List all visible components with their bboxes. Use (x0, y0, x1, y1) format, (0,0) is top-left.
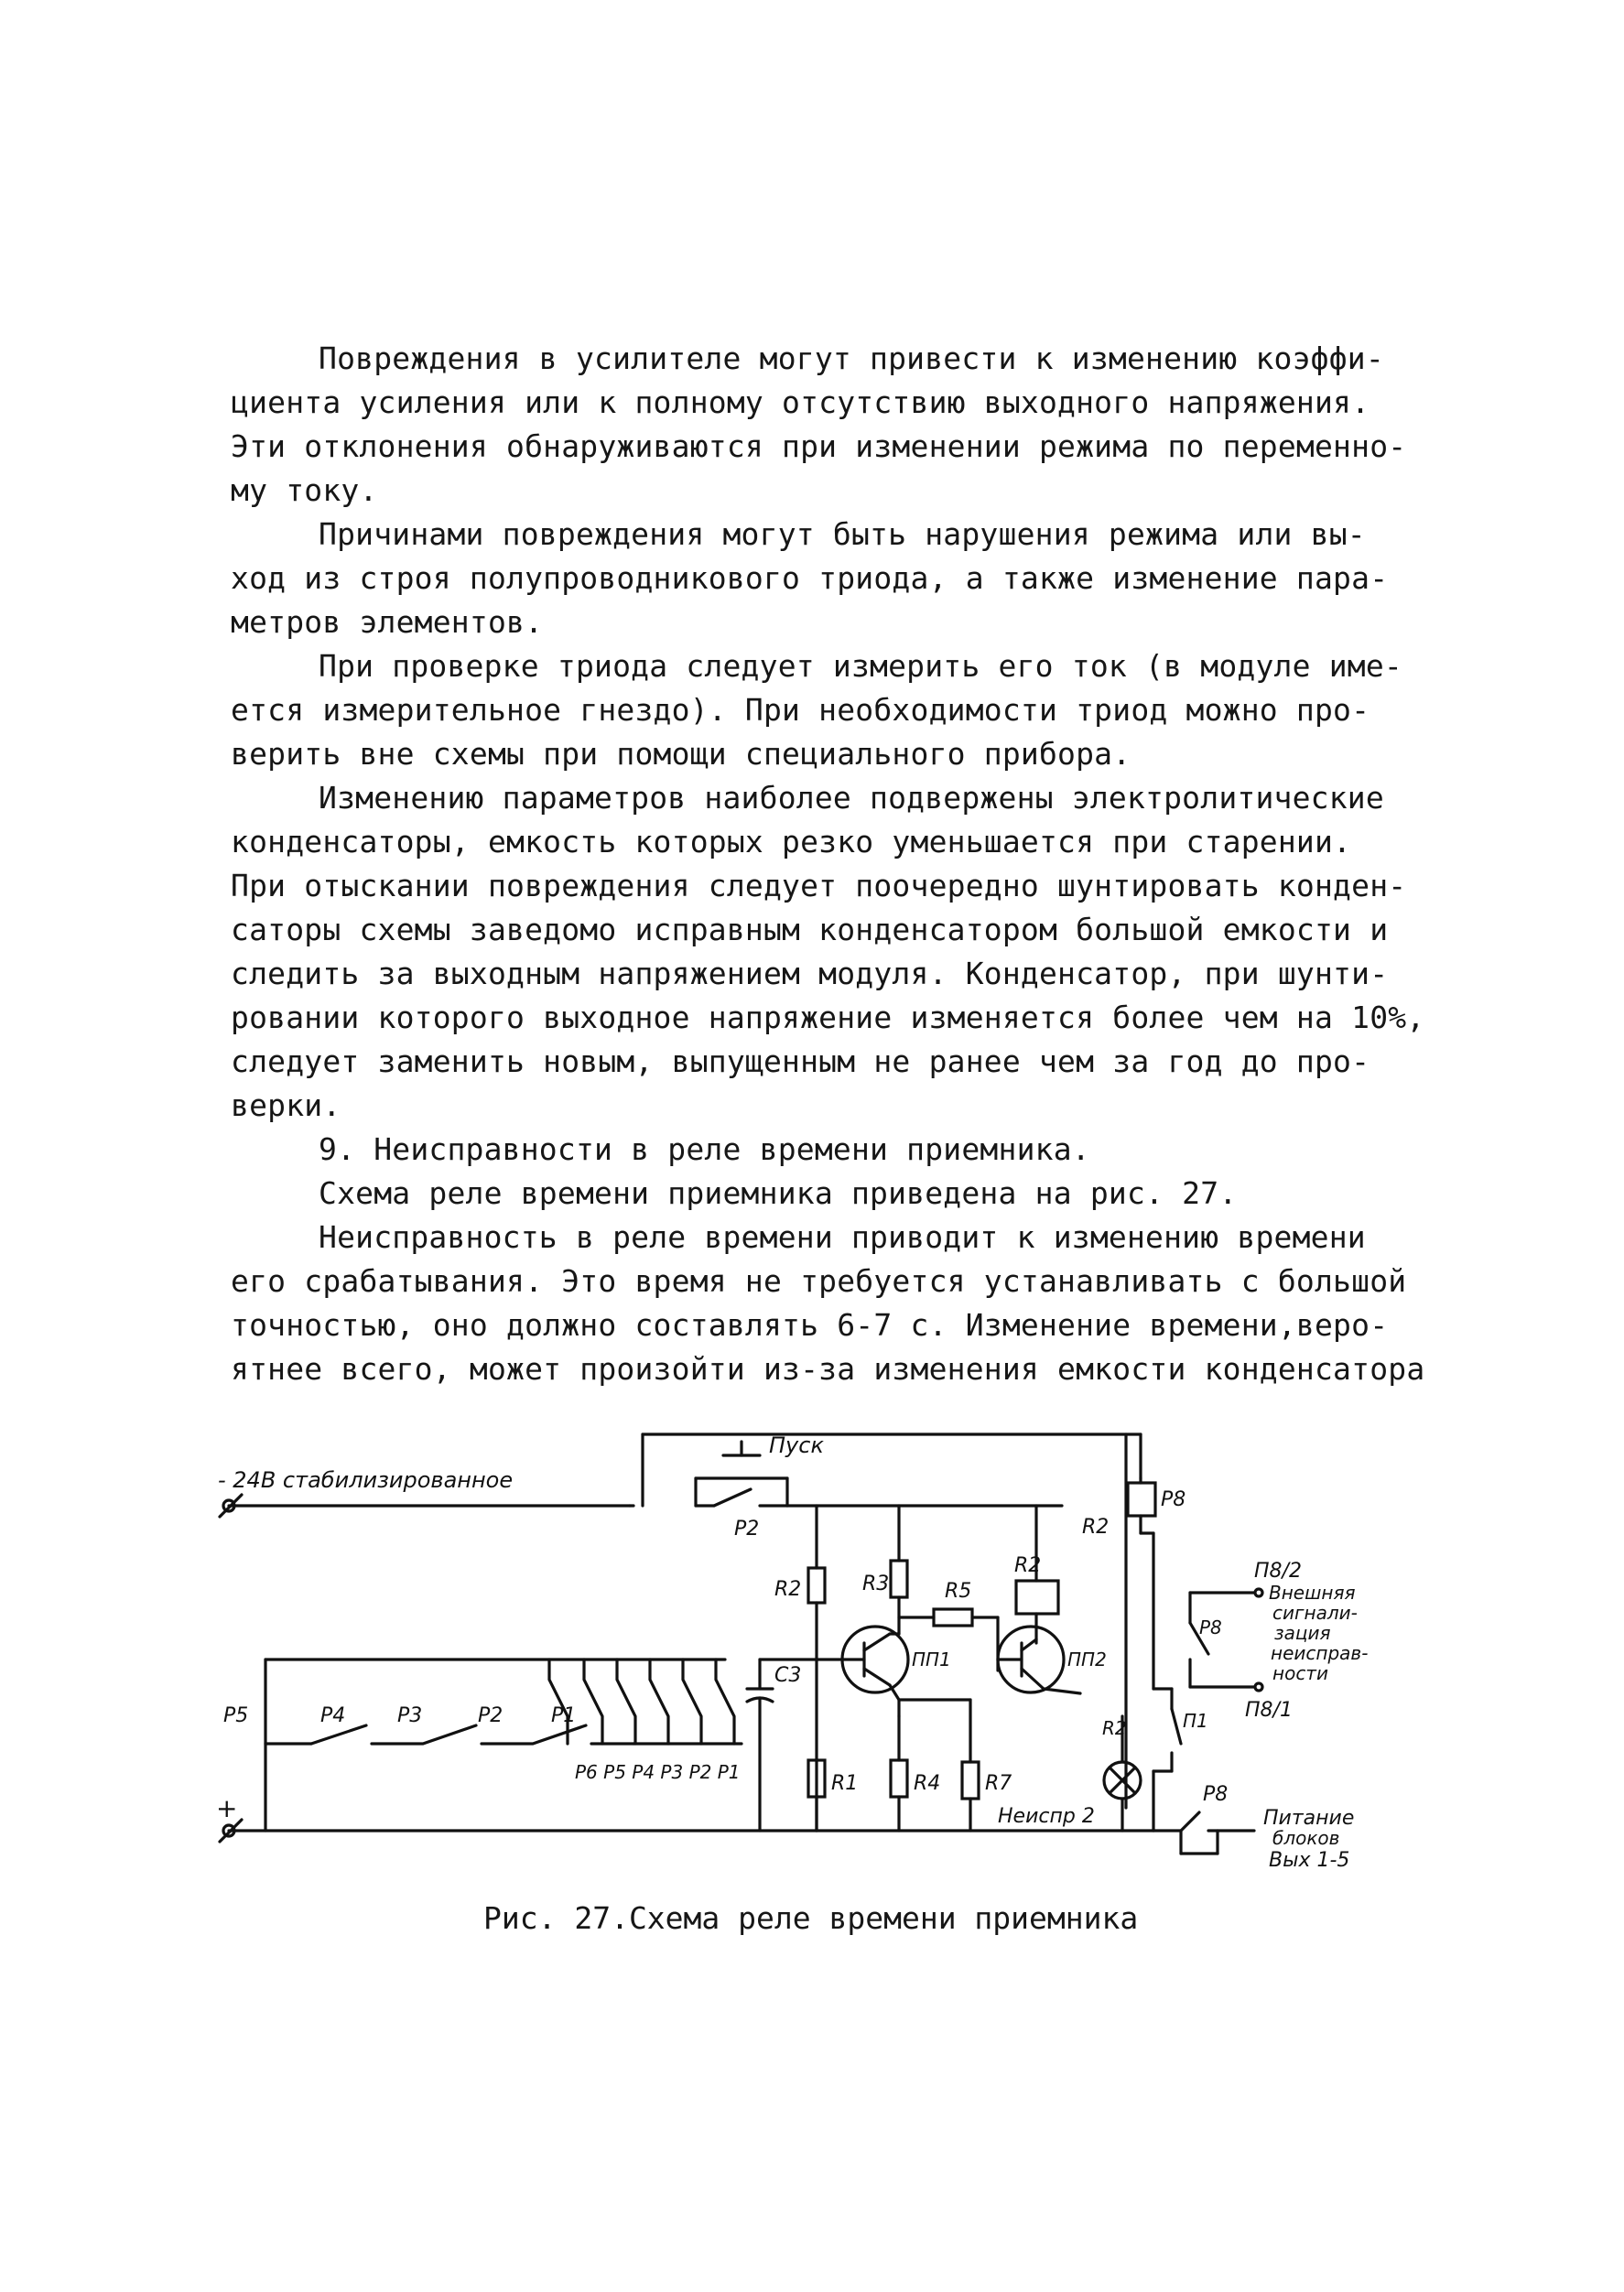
body-line: верить вне схемы при помощи специального прибора. (231, 736, 1131, 772)
neispr-label: Неиспр 2 (998, 1805, 1095, 1828)
body-line: Неисправность в реле времени приводит к изменению времени (319, 1219, 1366, 1255)
body-text (231, 337, 1425, 1391)
power-blocks-0: Питание (1263, 1807, 1355, 1830)
r2-mid-label: R2 (1014, 1554, 1042, 1577)
body-line: Эти отклонения обнаруживаются при изменении режима по переменно- (231, 428, 1407, 464)
body-line: циента усиления или к полному отсутствию выходного напряжения. (231, 384, 1370, 420)
p2-label: Р2 (734, 1518, 760, 1541)
body-line: ется измерительное гнездо). При необходимости триод можно про- (231, 692, 1370, 728)
p1-contact-label: П1 (1183, 1710, 1208, 1732)
ext-signal-0: Внешняя (1269, 1582, 1356, 1604)
plus-label: + (216, 1793, 238, 1823)
body-line: При проверке триода следует измерить его ток (в модуле име- (319, 648, 1402, 684)
body-line: Повреждения в усилителе могут привести к изменению коэффи- (319, 341, 1384, 376)
series-contact-label: Р4 (320, 1704, 346, 1727)
series-contact-label: Р2 (478, 1704, 503, 1727)
body-line: ход из строя полупроводникового триода, а также изменение пара- (231, 560, 1389, 596)
parallel-contact-labels: Р6 Р5 Р4 Р3 Р2 Р1 (575, 1761, 741, 1783)
term-p8-1-label: П8/1 (1245, 1699, 1293, 1722)
p8-lower-label: Р8 (1203, 1783, 1229, 1806)
r1-label: R1 (831, 1772, 859, 1795)
ext-signal-1: сигнали- (1272, 1602, 1358, 1624)
p8-coil-label: Р8 (1161, 1488, 1186, 1511)
body-line: Изменению параметров наиболее подвержены электролитические (319, 780, 1384, 816)
body-line: следует заменить новым, выпущенным не ранее чем за год до про- (231, 1043, 1370, 1079)
figure-caption: Рис. 27.Схема реле времени приемника (483, 1900, 1139, 1936)
body-line: ятнее всего, может произойти из-за изменения емкости конденсатора (231, 1351, 1425, 1387)
body-line: верки. (231, 1087, 341, 1123)
body-line: точностью, оно должно составлять 6-7 с. Изменение времени,веро- (231, 1307, 1389, 1343)
r7-label: R7 (985, 1772, 1012, 1795)
series-contact-label: Р1 (551, 1704, 577, 1727)
vt1-label: ПП1 (912, 1649, 951, 1670)
body-line: ровании которого выходное напряжение изменяется более чем на 10%, (231, 1000, 1425, 1035)
body-line: 9. Неисправности в реле времени приемника. (319, 1131, 1090, 1167)
r5-label: R5 (945, 1580, 972, 1603)
ext-signal-3: неисправ- (1271, 1642, 1369, 1664)
series-contact-label: Р5 (223, 1704, 249, 1727)
c3-label: С3 (774, 1664, 802, 1687)
r3-label: R3 (862, 1573, 890, 1595)
body-line: конденсаторы, емкость которых резко уменьшается при старении. (231, 824, 1352, 860)
ext-signal-2: зация (1274, 1622, 1331, 1644)
r4-label: R4 (914, 1772, 941, 1795)
supply-label: - 24В стабилизированное (218, 1467, 514, 1493)
body-line: метров элементов. (231, 604, 544, 640)
body-line: му току. (231, 472, 378, 508)
body-line: Схема реле времени приемника приведена на рис. 27. (319, 1175, 1238, 1211)
body-line: саторы схемы заведомо исправным конденсатором большой емкости и (231, 912, 1389, 947)
series-contact-label: Р3 (397, 1704, 423, 1727)
vt2-label: ПП2 (1067, 1649, 1107, 1670)
power-blocks-1: блоков (1272, 1827, 1340, 1849)
body-line: При отыскании повреждения следует поочередно шунтировать конден- (231, 868, 1407, 903)
term-p8-2-label: П8/2 (1254, 1560, 1302, 1583)
body-line: его срабатывания. Это время не требуется устанавливать с большой (231, 1263, 1407, 1299)
r2-lamp-label: R2 (1102, 1717, 1127, 1739)
start-label: Пуск (769, 1432, 824, 1458)
relay-circuit-diagram (201, 1414, 1428, 1872)
r2-left-label: R2 (774, 1578, 802, 1601)
power-blocks-2: Вых 1-5 (1269, 1849, 1350, 1872)
p8-ext-label: Р8 (1199, 1616, 1222, 1638)
r2-top-label: R2 (1082, 1516, 1110, 1539)
series-contact-labels (223, 1704, 576, 1727)
body-line: следить за выходным напряжением модуля. Конденсатор, при шунти- (231, 956, 1389, 991)
ext-signal-4: ности (1272, 1662, 1328, 1684)
body-line: Причинами повреждения могут быть нарушения режима или вы- (319, 516, 1366, 552)
